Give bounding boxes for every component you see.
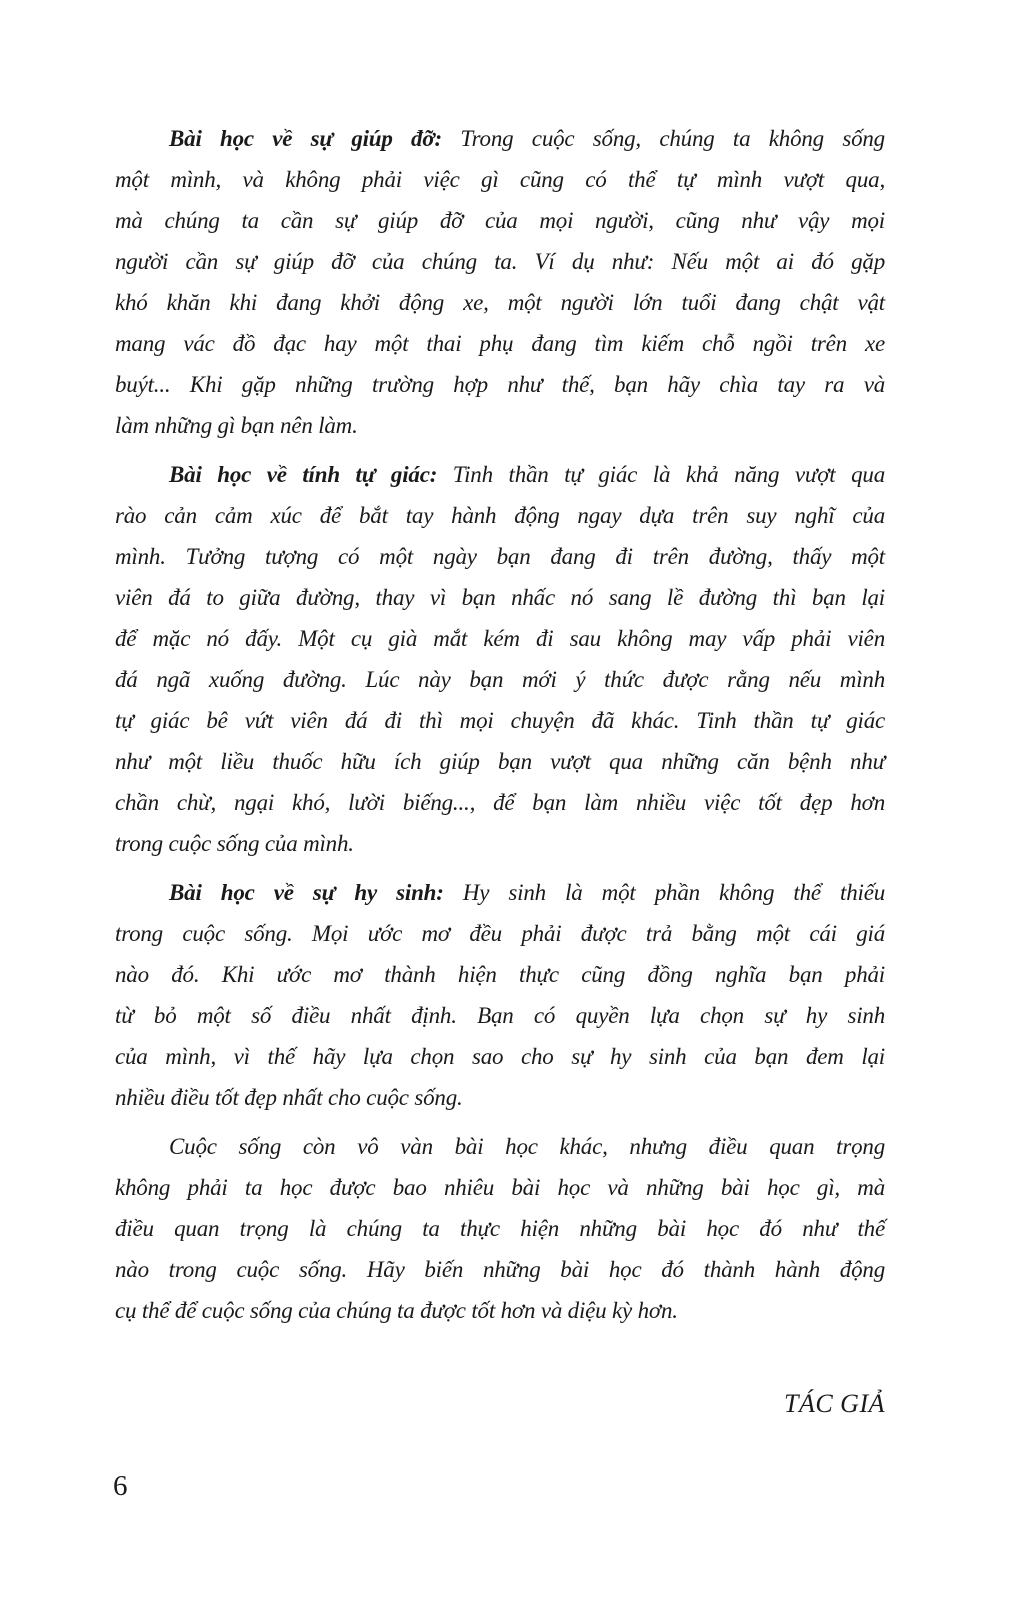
text-line: từ bỏ một số điều nhất định. Bạn có quyền lựa chọn sự hy sinh	[115, 1003, 885, 1028]
text-line: rào cản cảm xúc để bắt tay hành động ngay dựa trên suy nghĩ của	[115, 503, 885, 528]
text-line: nào đó. Khi ước mơ thành hiện thực cũng đồng nghĩa bạn phải	[115, 962, 885, 987]
text-line: trong cuộc sống. Mọi ước mơ đều phải được trả bằng một cái giá	[115, 921, 885, 946]
lesson-heading: Bài học về tính tự giác:	[169, 462, 438, 487]
text-line: nào trong cuộc sống. Hãy biến những bài học đó thành hành động	[115, 1257, 885, 1282]
lesson-heading: Bài học về sự giúp đỡ:	[169, 126, 442, 151]
text-line: điều quan trọng là chúng ta thực hiện những bài học đó như thế	[115, 1216, 885, 1241]
text-line: Bài học về sự hy sinh: Hy sinh là một phần không thể thiếu	[169, 880, 885, 905]
text-line: cụ thể để cuộc sống của chúng ta được tốt hơn và diệu kỳ hơn.	[115, 1298, 678, 1323]
text-line: để mặc nó đấy. Một cụ già mắt kém đi sau không may vấp phải viên	[115, 626, 885, 651]
page-number: 6	[113, 1470, 128, 1502]
text-line: không phải ta học được bao nhiêu bài học và những bài học gì, mà	[115, 1175, 885, 1200]
text-line: đá ngã xuống đường. Lúc này bạn mới ý thức được rằng nếu mình	[115, 667, 885, 692]
text-line: buýt... Khi gặp những trường hợp như thế, bạn hãy chìa tay ra và	[115, 372, 885, 397]
text-line: tự giác bê vứt viên đá đi thì mọi chuyện đã khác. Tinh thần tự giác	[115, 708, 885, 733]
lesson-heading: Bài học về sự hy sinh:	[169, 880, 444, 905]
text-line: mang vác đồ đạc hay một thai phụ đang tìm kiếm chỗ ngồi trên xe	[115, 331, 885, 356]
text-line: viên đá to giữa đường, thay vì bạn nhấc nó sang lề đường thì bạn lại	[115, 585, 885, 610]
text-line: một mình, và không phải việc gì cũng có thể tự mình vượt qua,	[115, 167, 885, 192]
text-line: mình. Tưởng tượng có một ngày bạn đang đi trên đường, thấy một	[115, 544, 885, 569]
paragraph	[115, 454, 885, 864]
text-line: Bài học về tính tự giác: Tinh thần tự giác là khả năng vượt qua	[169, 462, 886, 487]
text-line: của mình, vì thế hãy lựa chọn sao cho sự hy sinh của bạn đem lại	[115, 1044, 885, 1069]
text-line: khó khăn khi đang khởi động xe, một người lớn tuổi đang chật vật	[115, 290, 885, 315]
text-line: mà chúng ta cần sự giúp đỡ của mọi người, cũng như vậy mọi	[115, 208, 885, 233]
text-line: nhiều điều tốt đẹp nhất cho cuộc sống.	[115, 1085, 463, 1110]
paragraph	[115, 872, 885, 1118]
body-text	[115, 118, 885, 1339]
text-line: Bài học về sự giúp đỡ: Trong cuộc sống, chúng ta không sống	[169, 126, 885, 151]
author-signature: TÁC GIẢ	[784, 1389, 885, 1418]
paragraph	[115, 118, 885, 446]
text-line: Cuộc sống còn vô vàn bài học khác, nhưng điều quan trọng	[169, 1134, 885, 1159]
text-line: như một liều thuốc hữu ích giúp bạn vượt qua những căn bệnh như	[115, 749, 885, 774]
text-line: làm những gì bạn nên làm.	[115, 413, 358, 438]
text-line: chần chừ, ngại khó, lười biếng..., để bạn làm nhiều việc tốt đẹp hơn	[115, 790, 885, 815]
text-line: người cần sự giúp đỡ của chúng ta. Ví dụ như: Nếu một ai đó gặp	[115, 249, 885, 274]
text-line: trong cuộc sống của mình.	[115, 831, 354, 856]
paragraph	[115, 1126, 885, 1331]
